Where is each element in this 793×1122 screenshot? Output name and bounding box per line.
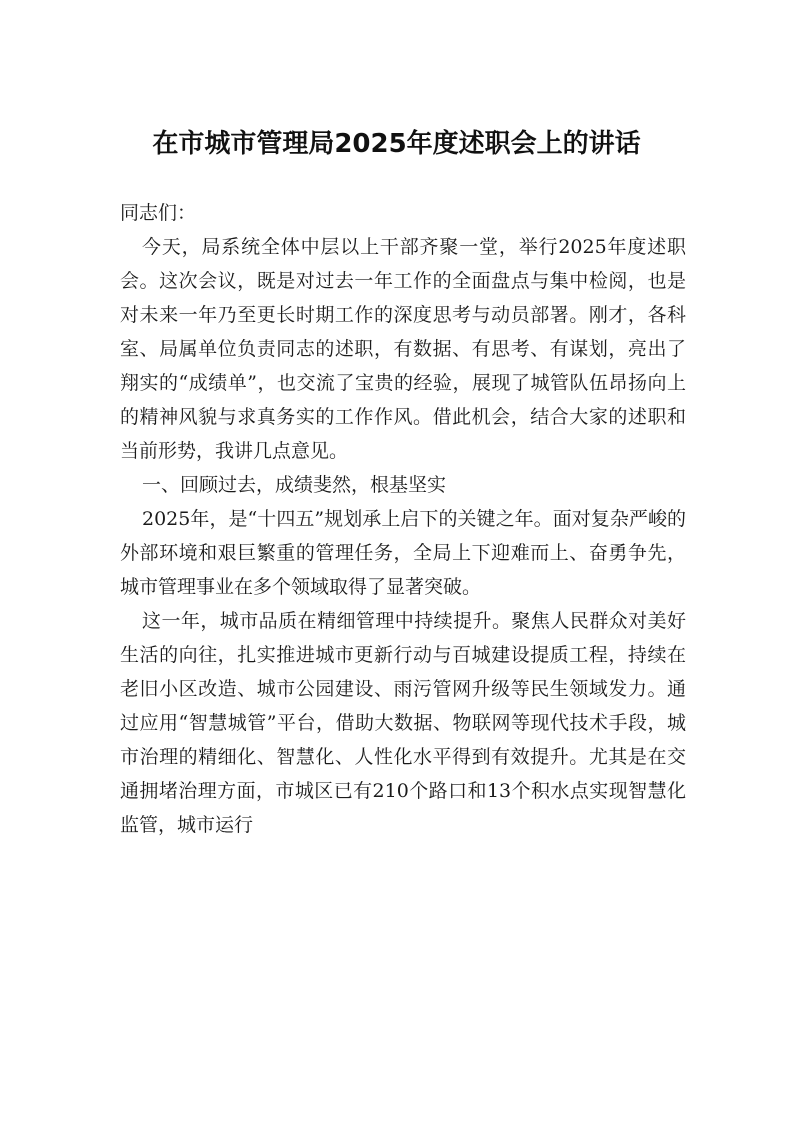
document-body <box>120 196 686 842</box>
paragraph-opening: 今天，局系统全体中层以上干部齐聚一堂，举行2025年度述职会。这次会议，既是对过去一年工作的全面盘点与集中检阅，也是对未来一年乃至更长时期工作的深度思考与动员部署。刚才，各科室、局属单位负责同志的述职，有数据、有思考、有谋划，亮出了翔实的“成绩单”，也交流了宝贵的经验，展现了城管队伍昂扬向上的精神风貌与求真务实的工作作风。借此机会，结合大家的述职和当前形势，我讲几点意见。 <box>120 236 686 462</box>
paragraph-city-quality: 这一年，城市品质在精细管理中持续提升。聚焦人民群众对美好生活的向往，扎实推进城市更新行动与百城建设提质工程，持续在老旧小区改造、城市公园建设、雨污管网升级等民生领域发力。通过应用“智慧城管”平台，借助大数据、物联网等现代技术手段，城市治理的精细化、智慧化、人性化水平得到有效提升。尤其是在交通拥堵治理方面，市城区已有210个路口和13个积水点实现智慧化监管，城市运行 <box>120 610 686 836</box>
section-heading: 一、回顾过去，成绩斐然，根基坚实 <box>142 474 447 496</box>
paragraph-review: 2025年，是“十四五”规划承上启下的关键之年。面对复杂严峻的外部环境和艰巨繁重的管理任务，全局上下迎难而上、奋勇争先，城市管理事业在多个领域取得了显著突破。 <box>120 508 686 598</box>
salutation: 同志们： <box>120 202 197 224</box>
document-title: 在市城市管理局2025年度述职会上的讲话 <box>152 129 641 159</box>
